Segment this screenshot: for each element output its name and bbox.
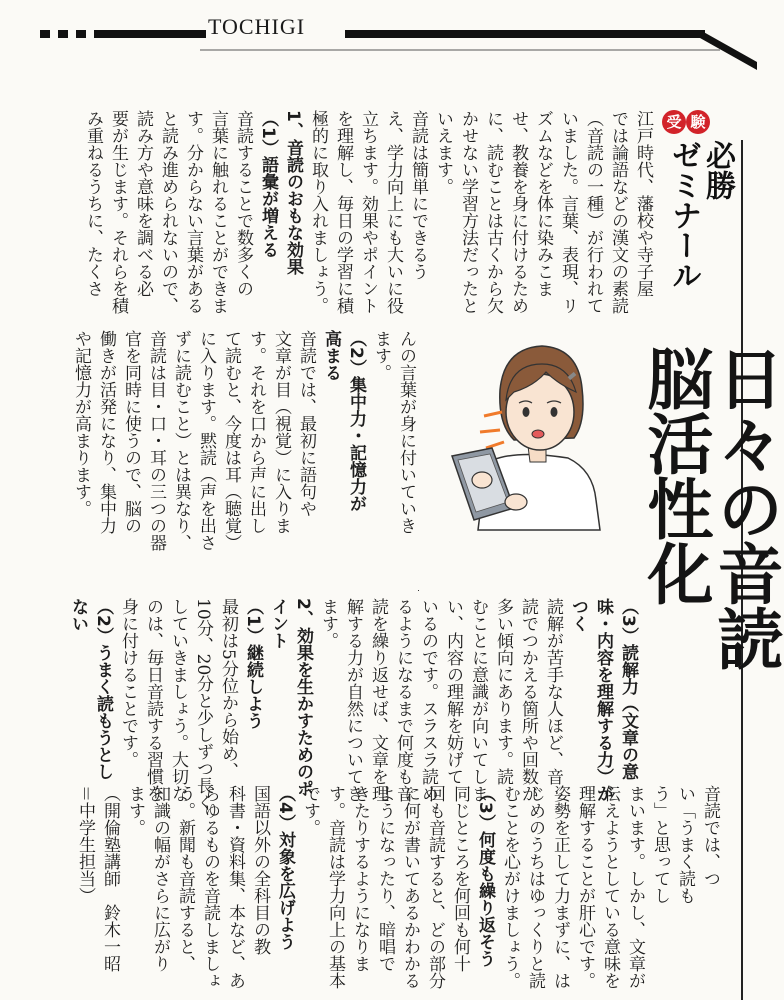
text-line: え、学力向上にも大いに役 [383, 110, 403, 314]
text-line: 読を繰り返せば、文章を理 [368, 598, 388, 802]
text-line: 読み方や意味を調べる必 [133, 110, 153, 297]
text-line: ます。 [125, 785, 145, 836]
text-line: 理解することが肝心です。 [575, 785, 595, 989]
text-line: らゆるものを音読しましょ [200, 785, 220, 989]
badge-title-1: 必勝 [700, 140, 735, 200]
text-line: 言葉に触れることができま [208, 110, 228, 314]
text-line: を理解し、毎日の学習に積 [333, 110, 353, 314]
text-line: す。音読は学力向上の基本 [325, 785, 345, 989]
text-line: す。分からない言葉がある [183, 110, 203, 314]
mid-columns-block-1 [318, 330, 368, 512]
text-line: むことに意識が向いてしま [468, 598, 488, 802]
text-line: いました。言葉、表現、リ [558, 110, 578, 314]
section-divider [418, 590, 419, 591]
text-line: と読み進められないので、 [158, 110, 178, 314]
text-line: ＝中学生担当） [75, 785, 95, 904]
text-line: ようになったり、暗唱で [375, 785, 395, 972]
text-line: 江戸時代、藩校や寺子屋 [633, 110, 653, 297]
text-line: いるのです。スラスラ読め [418, 598, 438, 802]
top-columns-block-0 [430, 110, 655, 314]
text-line: せ、教養を身に付けるため [508, 110, 528, 314]
lower-mid-columns-block-5 [65, 598, 115, 780]
text-line: 極的に取り入れましょう。 [308, 110, 328, 314]
masthead-rule [0, 0, 757, 70]
text-line: 多い傾向にあります。読 [493, 598, 513, 785]
text-line: のは、毎日音読する習慣を [143, 598, 163, 802]
text-line: 音読は簡単にできるう [408, 110, 428, 280]
text-line: 伝えようとしている意味を [600, 785, 620, 989]
text-line: つく [568, 598, 588, 632]
text-line: です。 [300, 785, 320, 836]
text-line: 読解が苦手な人ほど、音 [543, 598, 563, 785]
badge-title [666, 140, 734, 290]
top-columns-block-1 [305, 110, 430, 314]
lower-mid-columns-block-1 [315, 598, 565, 802]
text-line: るようになるまで何度も音 [393, 598, 413, 802]
lower-mid-columns-block-2 [265, 598, 315, 797]
text-line: 官を同時に使うので、脳の [121, 330, 141, 534]
headline-line-2: 脳活性化 [636, 345, 714, 605]
text-line: 要が生じます。それらを積 [108, 110, 128, 314]
text-line: いえます。 [433, 110, 453, 195]
text-line: んの言葉が身に付いていき [396, 330, 416, 534]
masthead-band [0, 0, 757, 70]
text-line: い、内容の理解を妨げて [443, 598, 463, 785]
text-line: （4）対象を広げよう [275, 785, 295, 950]
top-columns-block-2 [255, 110, 305, 275]
text-line: 2、効果を生かすためのポ [293, 598, 313, 797]
text-line: 立ちます。効果やポイント [358, 110, 378, 314]
mid-columns-block-2 [68, 330, 318, 551]
text-line: 姿勢を正して力まずに、は [550, 785, 570, 989]
text-line: 回も音読すると、どの部分 [425, 785, 445, 989]
text-line: 科書・資料集、本など、あ [225, 785, 245, 989]
text-line: や記憶力が高まります。 [71, 330, 91, 517]
text-line: 働きが活発になり、集中力 [96, 330, 116, 534]
text-line: い「うまく読も [675, 785, 695, 904]
text-line: ます。 [371, 330, 391, 381]
text-line: ない [68, 598, 88, 632]
text-line: 味・内容を理解する力）が [593, 598, 613, 802]
text-line: に何が書いてあるかわかる [400, 785, 420, 989]
text-line: 音読は目・口・耳の三つの器 [146, 330, 166, 551]
text-line: み重ねるうちに、たくさ [83, 110, 103, 297]
illustration-girl-reading [418, 330, 620, 530]
text-line: 高まる [321, 330, 341, 381]
text-line: 文章が目（視覚）に入りま [271, 330, 291, 534]
text-line: （1）継続しよう [243, 598, 263, 729]
text-line: かせない学習方法だったと [458, 110, 478, 314]
bottom-columns-block-2 [297, 785, 472, 989]
headline [636, 345, 784, 670]
text-line: （3）何度も繰り返そう [475, 785, 495, 967]
text-line: （音読の一種）が行われて [583, 110, 603, 314]
bottom-columns-block-0 [497, 785, 722, 989]
text-line: では論語などの漢文の素読 [608, 110, 628, 314]
column-badge [662, 110, 735, 310]
text-line: イント [268, 598, 288, 649]
text-line: ズムなどを体に染みこま [533, 110, 553, 297]
text-line: （開倫塾講師 鈴木一昭 [100, 785, 120, 972]
text-line: むことを心がけましょう。 [500, 785, 520, 989]
text-line: す。それを口から声に出し [246, 330, 266, 534]
text-line: きたりするようになりま [350, 785, 370, 972]
text-line: 読でつかえる箇所や回数が [518, 598, 538, 802]
text-line: う。新聞も音読すると、 [175, 785, 195, 972]
text-line: う」と思ってし [650, 785, 670, 904]
text-line: ます。 [318, 598, 338, 649]
bottom-columns-block-5 [72, 785, 122, 972]
text-line: 国語以外の全科目の教 [250, 785, 270, 955]
lower-mid-columns-block-4 [115, 598, 240, 811]
text-line: に入ります。黙読（声を出さ [196, 330, 216, 551]
text-line: （2）うまく読もうとし [93, 598, 113, 780]
text-line: じめのうちはゆっくりと読 [525, 785, 545, 989]
lower-mid-columns-block-0 [565, 598, 640, 802]
text-line: 最初は5分位から始め、 [218, 598, 238, 779]
text-line: 同じところを何回も何十 [450, 785, 470, 972]
bottom-columns-block-4 [122, 785, 272, 989]
text-line: していきましょう。大切な [168, 598, 188, 802]
bottom-columns-block-1 [472, 785, 497, 967]
text-line: 音読では、最初に語句や [296, 330, 316, 517]
headline-line-1: 日々の音読 [706, 345, 784, 670]
text-line: 解する力が自然についてき [343, 598, 363, 802]
badge-char-ken: 験 [686, 110, 710, 134]
text-line: 知識の幅がさらに広がり [150, 785, 170, 972]
text-line: ずに読むこと）とは異なり、 [171, 330, 191, 551]
text-line: 身に付けることです。 [118, 598, 138, 768]
text-line: （1）語彙が増える [258, 110, 278, 258]
text-line: て読むと、今度は耳（聴覚） [221, 330, 241, 551]
text-line: （3）読解力（文章の意 [618, 598, 638, 780]
text-line: （2）集中力・記憶力が [346, 330, 366, 512]
text-line: に、読むことは古くから欠 [483, 110, 503, 314]
text-line: まいます。しかし、文章が [625, 785, 645, 989]
badge-title-2: ゼミナール [666, 140, 701, 290]
top-columns-block-3 [80, 110, 255, 314]
mid-columns-block-0 [368, 330, 418, 534]
text-line: 1、音読のおもな効果 [283, 110, 303, 275]
text-line: 音読することで数多くの [233, 110, 253, 297]
bottom-columns-block-3 [272, 785, 297, 950]
lower-mid-columns-block-3 [240, 598, 265, 729]
masthead-title: TOCHIGI [208, 14, 306, 39]
text-line: 音読では、つ [700, 785, 720, 887]
badge-char-ju: 受 [662, 110, 686, 134]
text-line: 10分、20分と少しずつ長く [193, 598, 213, 812]
